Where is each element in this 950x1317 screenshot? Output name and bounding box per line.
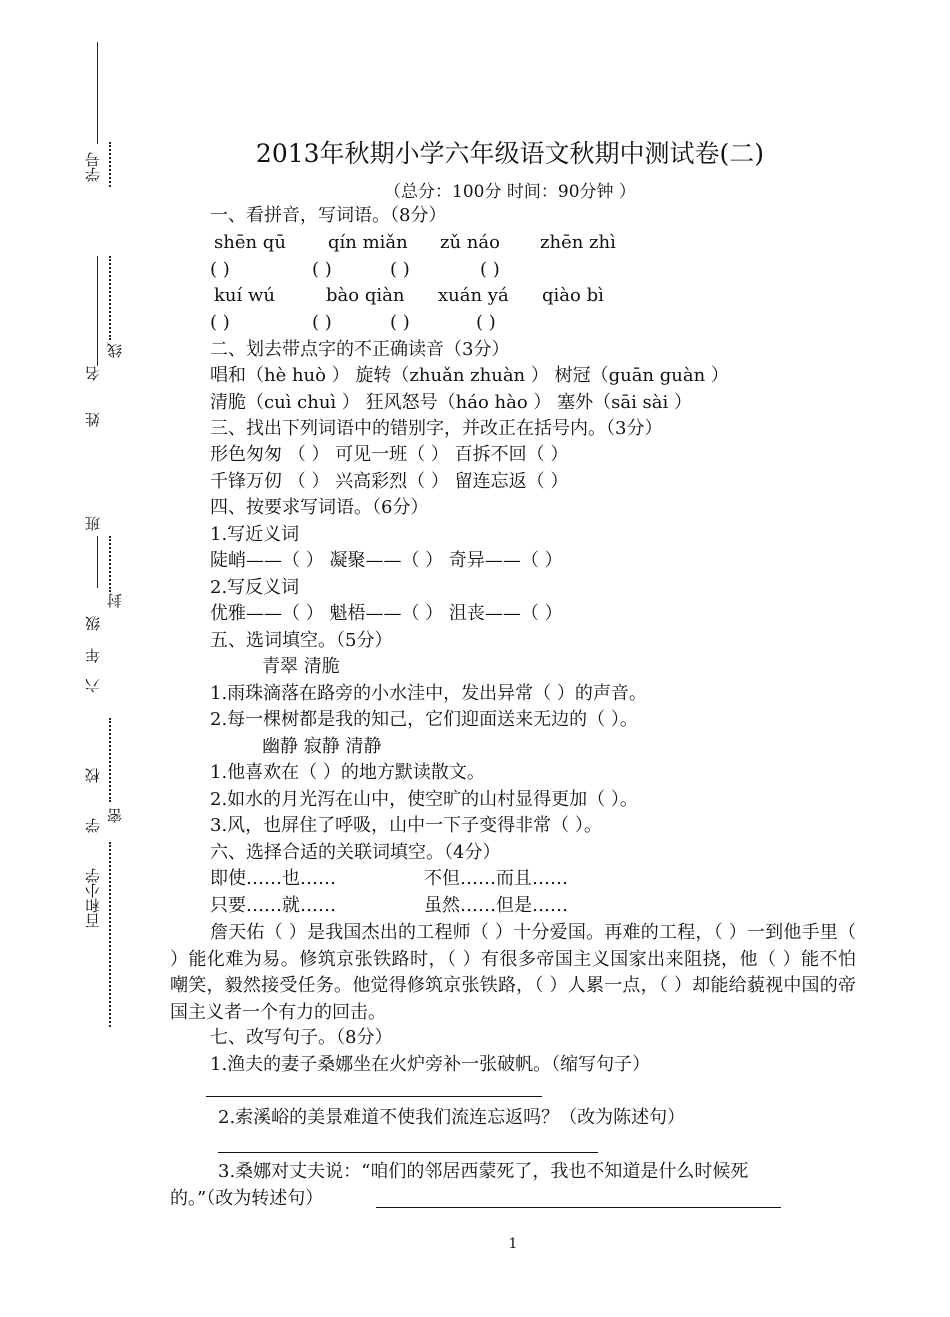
conjunction-option-1: 即使……也……: [210, 868, 336, 889]
section-5-q-2: 2.每一棵树都是我的知己，它们迎面送来无边的（ ）。: [210, 709, 638, 730]
class-label-char-3: 年: [84, 648, 102, 663]
answer-line-3[interactable]: [376, 1207, 781, 1208]
section-3-line-1: 形色匆匆 （ ） 可见一班（ ） 百拆不回（ ）: [210, 444, 569, 465]
school-label-char-1: 校: [84, 768, 102, 783]
section-5-q-3: 1.他喜欢在（ ）的地方默读散文。: [210, 762, 485, 783]
answer-line-1[interactable]: [206, 1096, 542, 1097]
section-7-q-3-a: 3.桑娜对丈夫说：“咱们的邻居西蒙死了，我也不知道是什么时候死: [218, 1161, 749, 1182]
section-3-heading: 三、找出下列词语中的错别字，并改正在括号内。（3分）: [210, 418, 663, 439]
answer-paren: ( ): [312, 259, 332, 280]
section-5-heading: 五、选词填空。（5分）: [210, 630, 393, 651]
pinyin-2-1: kuí wú: [214, 285, 275, 306]
section-5-words-2: 幽静 寂静 清静: [262, 736, 382, 757]
section-4-heading: 四、按要求写词语。（6分）: [210, 497, 429, 518]
answer-paren: ( ): [312, 312, 332, 333]
section-7-q-1: 1.渔夫的妻子桑娜坐在火炉旁补一张破帆。（缩写句子）: [210, 1054, 651, 1075]
pinyin-2-4: qiào bì: [542, 285, 604, 306]
margin-dotted-line-4: [109, 718, 111, 802]
section-4-line-2: 优雅——（ ） 魁梧——（ ） 沮丧——（ ）: [210, 603, 563, 624]
section-4-sub-2: 2.写反义词: [210, 577, 300, 598]
feng-label: 封: [106, 593, 124, 608]
answer-line-2[interactable]: [218, 1152, 598, 1153]
class-underline: [97, 536, 98, 588]
section-3-line-2: 千锋万仞 （ ） 兴高彩烈（ ） 留连忘返（ ）: [210, 471, 569, 492]
answer-paren: ( ): [480, 259, 500, 280]
section-2-heading: 二、划去带点字的不正确读音（3分）: [210, 339, 510, 360]
section-1-heading: 一、看拼音，写词语。（8分）: [210, 205, 447, 226]
exam-title: 2013年秋期小学六年级语文秋期中测试卷(二): [255, 139, 765, 168]
section-7-q-2: 2.索溪峪的美景难道不使我们流连忘返吗？（改为陈述句）: [218, 1107, 686, 1128]
school-name-label: 百和小学: [84, 868, 102, 928]
exam-subtitle: （总分：100分 时间：90分钟 ）: [384, 182, 636, 202]
answer-paren: ( ): [390, 312, 410, 333]
section-4-sub-1: 1.写近义词: [210, 524, 300, 545]
page-number: 1: [508, 1236, 518, 1252]
section-6-heading: 六、选择合适的关联词填空。（4分）: [210, 842, 501, 863]
pinyin-1-3: zǔ náo: [440, 232, 500, 253]
section-5-q-1: 1.雨珠滴落在路旁的小水洼中，发出异常（ ）的声音。: [210, 683, 647, 704]
name-underline: [97, 256, 98, 366]
school-label-char-2: 学: [84, 818, 102, 833]
class-label-char-2: 级: [84, 616, 102, 631]
answer-paren: ( ): [210, 259, 230, 280]
pinyin-2-2: bào qiàn: [326, 285, 405, 306]
class-label-char-4: 六: [84, 678, 102, 693]
xian-label: 线: [106, 343, 124, 358]
pinyin-2-3: xuán yá: [438, 285, 509, 306]
answer-paren: ( ): [210, 312, 230, 333]
margin-dotted-line-5: [109, 842, 111, 1027]
answer-paren: ( ): [390, 259, 410, 280]
section-7-q-3-b: 的。”（改为转述句）: [170, 1188, 324, 1209]
margin-dotted-line-2: [109, 256, 111, 340]
section-5-q-4: 2.如水的月光泻在山中，使空旷的山村显得更加（ ）。: [210, 789, 638, 810]
section-6-paragraph: 詹天佑（ ）是我国杰出的工程师（ ）十分爱国。再难的工程，（ ）一到他手里（ ）能化难为易。修筑京张铁路时，（ ）有很多帝国主义国家出来阻挠，他（ ）能不怕嘲笑，毅然接受任务。他觉得修筑京张铁路，（ ）人累一点，（ ）却能给藐视中国的帝国主义者一个有力的回击。: [170, 922, 856, 1023]
pinyin-1-2: qín miǎn: [328, 232, 408, 253]
section-5-q-5: 3.风，也屏住了呼吸，山中一下子变得非常（ ）。: [210, 815, 602, 836]
conjunction-option-4: 虽然……但是……: [424, 895, 568, 916]
student-number-label: 学号: [84, 152, 102, 182]
name-label-char-2: 姓: [84, 412, 102, 427]
section-4-line-1: 陡峭——（ ） 凝聚——（ ） 奇异——（ ）: [210, 550, 563, 571]
mi-label: 密: [106, 808, 124, 823]
section-5-words-1: 青翠 清脆: [262, 656, 340, 677]
section-7-heading: 七、改写句子。（8分）: [210, 1027, 393, 1048]
pinyin-1-1: shēn qū: [214, 232, 286, 253]
conjunction-option-3: 只要……就……: [210, 895, 336, 916]
pinyin-1-4: zhēn zhì: [540, 232, 616, 253]
section-2-line-1: 唱和（hè huò ） 旋转（zhuǎn zhuàn ） 树冠（guān guàn ）: [210, 365, 729, 386]
section-2-line-2: 清脆（cuì chuì ） 狂风怒号（háo hào ） 塞外（sāi sài ）: [210, 392, 692, 413]
answer-paren: ( ): [476, 312, 496, 333]
conjunction-option-2: 不但……而且……: [424, 868, 568, 889]
name-label-char-1: 名: [84, 366, 102, 381]
margin-dotted-line-3: [109, 536, 111, 592]
class-label-char-1: 班: [84, 516, 102, 531]
margin-rule-top: [97, 42, 98, 144]
